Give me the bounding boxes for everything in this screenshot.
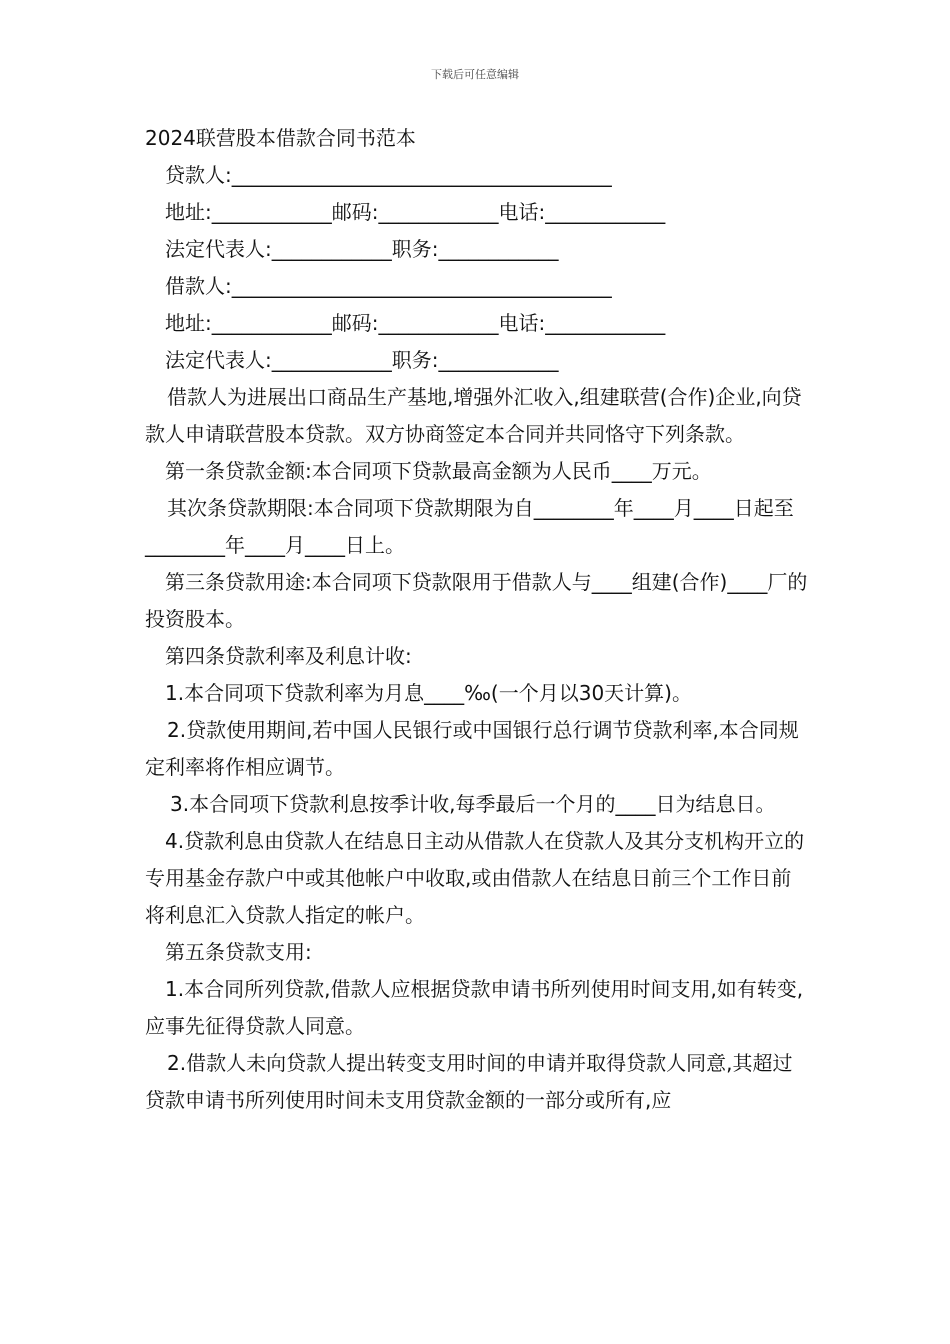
- article-4-clause-1: 1.本合同项下贷款利率为月息____‰(一个月以30天计算)。: [165, 681, 692, 705]
- document-title: 2024联营股本借款合同书范本: [145, 126, 416, 150]
- article-4-clause-3: 3.本合同项下贷款利息按季计收,每季最后一个月的____日为结息日。: [170, 792, 776, 816]
- article-1: 第一条贷款金额:本合同项下贷款最高金额为人民币____万元。: [165, 459, 712, 483]
- article-2: 其次条贷款期限:本合同项下贷款期限为自________年____月____日起至________年____月____日上。: [145, 496, 794, 557]
- contract-body: [145, 120, 809, 1119]
- article-5: 第五条贷款支用:: [165, 940, 312, 964]
- borrower-representative-line: 法定代表人:____________职务:____________: [165, 348, 559, 372]
- article-5-clause-2: 2.借款人未向贷款人提出转变支用时间的申请并取得贷款人同意,其超过贷款申请书所列使用时间未支用贷款金额的一部分或所有,应: [145, 1051, 793, 1112]
- lender-line: 贷款人:______________________________________: [165, 163, 612, 187]
- article-3: 第三条贷款用途:本合同项下贷款限用于借款人与____组建(合作)____厂的投资股本。: [145, 570, 808, 631]
- intro-paragraph: 借款人为进展出口商品生产基地,增强外汇收入,组建联营(合作)企业,向贷款人申请联营股本贷款。双方协商签定本合同并共同恪守下列条款。: [145, 385, 802, 446]
- lender-representative-line: 法定代表人:____________职务:____________: [165, 237, 559, 261]
- article-4-clause-2: 2.贷款使用期间,若中国人民银行或中国银行总行调节贷款利率,本合同规定利率将作相应调节。: [145, 718, 799, 779]
- article-4-clause-4: 4.贷款利息由贷款人在结息日主动从借款人在贷款人及其分支机构开立的专用基金存款户中或其他帐户中收取,或由借款人在结息日前三个工作日前将利息汇入贷款人指定的帐户。: [145, 829, 805, 927]
- borrower-line: 借款人:______________________________________: [165, 274, 612, 298]
- borrower-address-line: 地址:____________邮码:____________电话:____________: [165, 311, 666, 335]
- article-4: 第四条贷款利率及利息计收:: [165, 644, 412, 668]
- lender-address-line: 地址:____________邮码:____________电话:____________: [165, 200, 666, 224]
- article-5-clause-1: 1.本合同所列贷款,借款人应根据贷款申请书所列使用时间支用,如有转变,应事先征得贷款人同意。: [145, 977, 804, 1038]
- page-header-note: 下载后可任意编辑: [431, 68, 519, 81]
